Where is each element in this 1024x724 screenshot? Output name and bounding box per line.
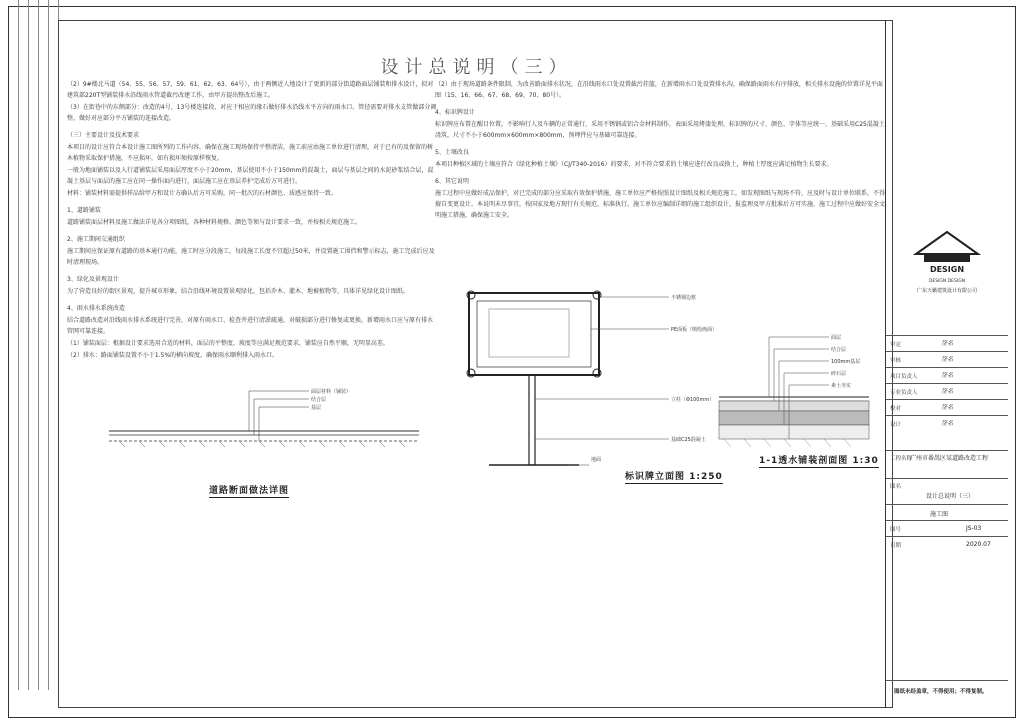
note-paragraph: （三）主要设计及技术要求 [67,132,140,139]
sign-label-5: 地面 [591,457,602,463]
tb-row-4: 校对 签名 [886,399,1008,415]
left-notes [67,79,437,362]
note-paragraph: 施工期间应保证原有道路的基本通行功能，施工时应分段施工，每段施工长度不宜超过50米，并设置施工围挡和警示标志，施工完成后应及时清理现场。 [67,248,435,266]
right-notes [435,79,887,222]
note-paragraph: 1、道路铺装 [67,207,101,214]
page-title: 设计总说明（三） [380,57,573,78]
note-paragraph: 本项目的设计应符合本设计施工图所列的工作内容，确保在施工现场保持平整清洁，施工前应由施工单位进行清理，对于已有的及保留的树木植物采取保护措施，不应损坏，如有损坏须按原样恢复。 [67,144,434,162]
drain-label-4: 碎石层 [831,371,847,377]
binding-strip [0,0,58,712]
drain-label-3: 100mm基层 [831,359,861,365]
title-block [885,20,1008,708]
note-paragraph: 标识牌应布置在醒目位置，不影响行人及车辆的正常通行，采用不锈钢或铝合金材料制作，表面采用烤漆处理，标识牌的尺寸、颜色、字体等应统一，基础采用C25混凝土浇筑，尺寸不小于600mm×600mm×800mm，预埋件应与基础可靠连接。 [435,121,885,139]
note-paragraph: 2、施工期间交通组织 [67,236,125,243]
logo-company-cn: 广东天籁建筑设计有限公司 [916,288,978,294]
road-section-drawing [99,371,429,471]
note-paragraph: 施工过程中应做好成品保护，对已完成的部分应采取有效保护措施，施工单位应严格按照设计图纸及相关规范施工，如发现图纸与现场不符，应及时与设计单位联系，不得擅自变更设计。本说明未尽事宜，按国家及地方现行有关规范、标准执行。施工单位应编制详细的施工组织设计，报监理及甲方批准后方可实施，施工过程中应做好安全文明施工措施，确保施工安全。 [435,190,886,219]
note-paragraph: 4、标识牌设计 [435,109,475,116]
road-label-3: 基层 [311,405,322,411]
drawing-frame [58,20,893,708]
tb-stage: 施工图 [886,504,1008,520]
note-paragraph: （2）9#楼北马道（54、55、56、57、59、61、62、63、64号），由于两侧近人地设计了更新的部分街道路面层铺装和排水设计，拟对建筑部220T型铺装排水沿线雨水管道截污改建工作，由甲方提出整改后施工。 [67,81,434,99]
note-paragraph: 一般为地面铺装以及人行道铺装层采用面层厚度不小于20mm，基层使用不小于150mm的混凝土，面层与基层之间的水泥砂浆结合层，混凝土基层与面层的施工应在同一操作面内进行，面层施工应在基层养护完成后方可进行。 [67,167,434,185]
drain-section-drawing [709,317,889,457]
note-paragraph: （3）在街巷中的东侧部分：改造的4号、13号楼连接段，对应于相应的缘石做好排水沿线水平方向的雨水口。管径需要对排水支管做部分调整，做好对应部分平方铺装的连接改造。 [67,104,437,122]
note-paragraph: 道路铺装面层材料及施工做法详见各分项图纸，各种材料规格、颜色等须与设计要求一致，并按相关规范施工。 [67,219,362,226]
sign-elevation-caption: 标识牌立面图 1:250 [625,472,723,482]
tb-date: 日期 2020.07 [886,536,1008,552]
note-paragraph: （1）铺装面层：根据设计要求选用合适的材料，面层的平整度、坡度等应满足规范要求，铺装应自然平顺，无明显高差。 [67,340,389,347]
sign-label-4: 基础C25混凝土 [671,437,706,443]
note-paragraph: 6、其它说明 [435,178,469,185]
drain-section-caption: 1-1透水铺装剖面图 1:30 [759,456,879,466]
road-label-2: 结合层 [311,397,327,403]
note-paragraph: 为了营造良好的街区景观，提升城市形象，结合沿线环境设置景观绿化，包括乔木、灌木、地被植物等，具体详见绿化设计图纸。 [67,288,410,295]
note-paragraph: （2）由于现场道路条件限制，为改善路面排水状况，在沿线雨水口处设置截污挂篮，在新增雨水口处设置排水沟，确保路面雨水有序排放，相关排水设施的位置详见平面图（15、16、66、67、68、69、70、80号）。 [435,81,883,99]
tb-row-1: 审核 签名 [886,351,1008,367]
note-paragraph: 结合道路改造对沿线雨水排水系统进行完善，对原有雨水口、检查井进行清淤疏通，对破损部分进行修复或更换，新增雨水口应与原有排水管网可靠连接。 [67,317,434,335]
tb-row-2: 项目负责人 签名 [886,367,1008,383]
tb-project: 工程名称 广州市番禺区某道路改造工程 [886,450,1008,478]
note-paragraph: 4、雨水排水系统改造 [67,305,125,312]
logo-company-en: DESIGN DESIGN [928,279,966,284]
tb-sheet-no: 图号 JS-03 [886,520,1008,536]
logo-brand: DESIGN [929,265,965,274]
sign-elevation-drawing [459,279,719,479]
note-paragraph: （2）排水：路面铺装设置不小于1.5%的横向坡度，确保雨水顺利排入雨水口。 [67,352,279,359]
sign-label-3: 立柱（Φ100mm） [671,397,715,403]
drain-label-5: 素土夯实 [831,383,852,389]
road-label-1: 面层材料（铺装） [311,389,352,395]
tb-row-3: 专业负责人 签名 [886,383,1008,399]
note-paragraph: 3、绿化及景观设计 [67,276,119,283]
tb-row-0: 审定 签名 [886,335,1008,351]
road-section-caption: 道路断面做法详图 [209,486,290,496]
drain-label-1: 面层 [831,335,842,341]
tb-row-5: 设计 签名 [886,415,1008,431]
tb-footer: 图纸未经盖章，不得使用；不得复制。 [886,680,1008,706]
note-paragraph: 材料：铺装材料需提供样品给甲方和设计方确认后方可采购，同一批次的石材颜色、质感应保持一致。 [67,190,338,197]
sign-label-1: 不锈钢边框 [671,295,697,301]
sign-label-2: PE面板（喷绘画面） [671,327,718,333]
note-paragraph: 本项目种植区域的土壤应符合《绿化种植土壤》（CJ/T340-2016）的要求，对不符合要求的土壤应进行改良或换土，种植土厚度应满足植物生长要求。 [435,161,833,168]
note-paragraph: 5、土壤改良 [435,149,469,156]
drain-label-2: 结合层 [831,347,847,353]
company-logo [886,220,1008,298]
tb-drawing-name: 图名 设计总说明（三） [886,478,1008,504]
